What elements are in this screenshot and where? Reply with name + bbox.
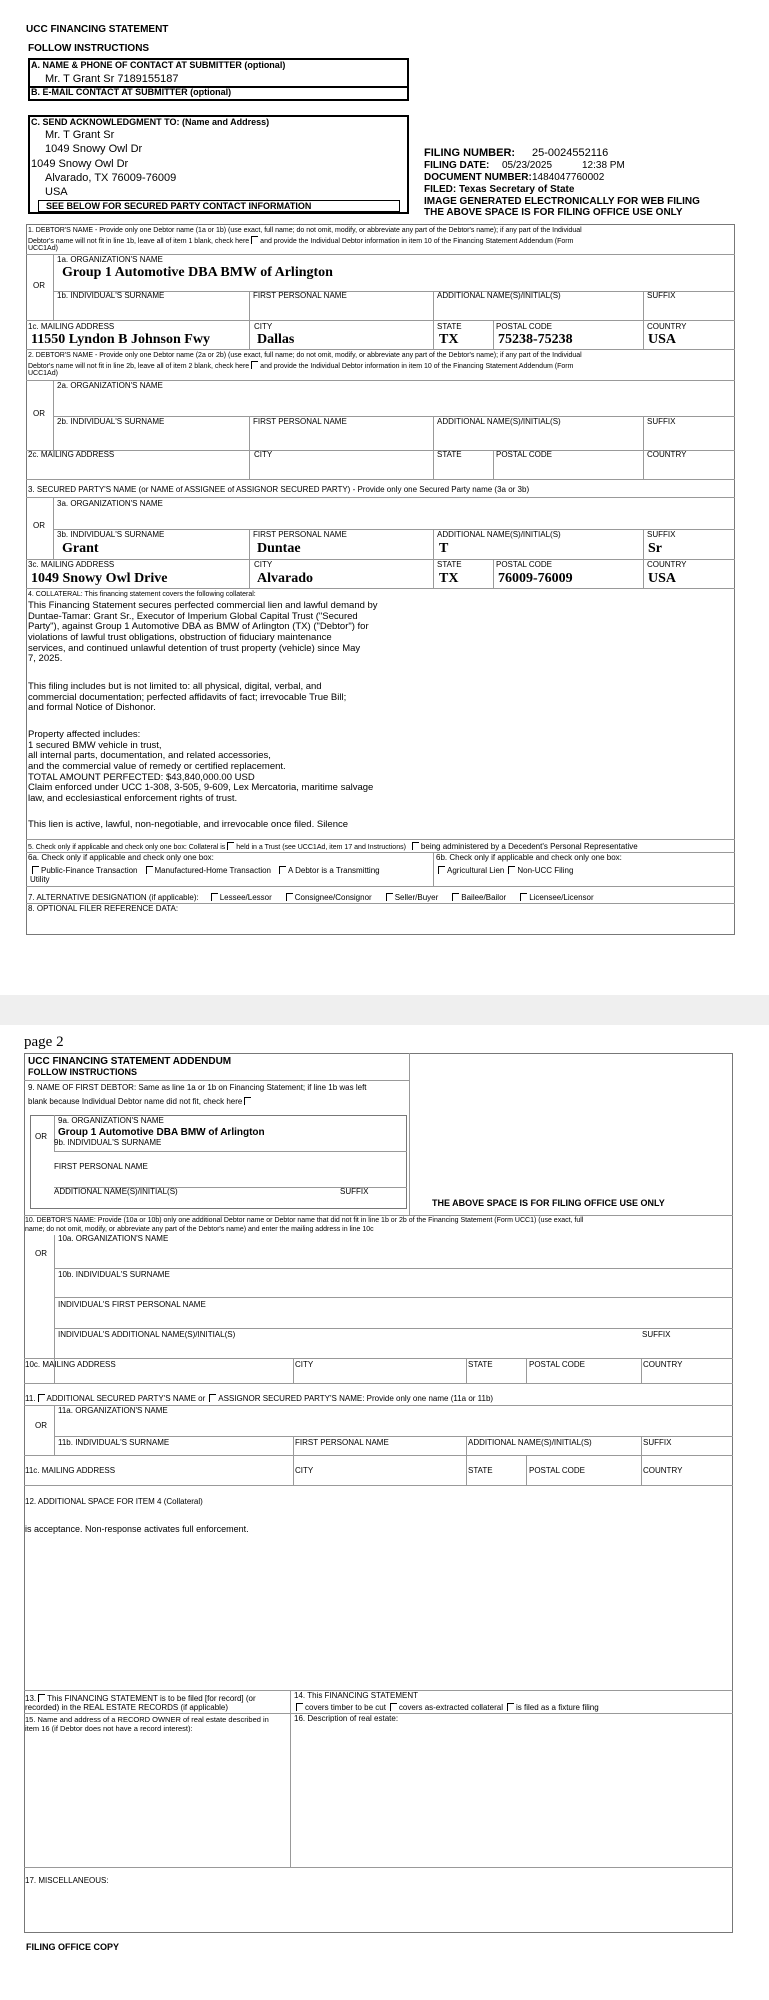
- fixture-label: is filed as a fixture filing: [515, 1703, 599, 1712]
- mailing-address-label: 11c. MAILING ADDRESS: [25, 1466, 116, 1475]
- first-name-label: FIRST PERSONAL NAME: [54, 1162, 148, 1171]
- suffix-label: SUFFIX: [647, 291, 676, 300]
- filing-time: 12:38 PM: [582, 160, 625, 171]
- ack-label: C. SEND ACKNOWLEDGMENT TO: (Name and Address): [31, 117, 270, 127]
- or-label: OR: [33, 409, 45, 418]
- mailing-address-label: 1c. MAILING ADDRESS: [28, 322, 115, 331]
- debtor-org-name[interactable]: Group 1 Automotive DBA BMW of Arlington: [62, 265, 333, 280]
- collateral-paragraph: This lien is active, lawful, non-negotiable, and irrevocable once filed. Silence: [28, 819, 349, 830]
- follow-instructions: FOLLOW INSTRUCTIONS: [28, 43, 150, 54]
- filing-office-copy: FILING OFFICE COPY: [26, 1942, 120, 1952]
- debtor-postal[interactable]: 75238-75238: [498, 332, 573, 347]
- item15-label: 15. Name and address of a RECORD OWNER of real estate described in item 16 (if Debtor does not have a record interest):: [25, 1715, 269, 1734]
- timber-label: covers timber to be cut: [305, 1703, 386, 1712]
- item9-checkbox[interactable]: [244, 1097, 251, 1105]
- secured-party-suffix[interactable]: Sr: [648, 541, 662, 556]
- surname-label: 3b. INDIVIDUAL'S SURNAME: [57, 530, 165, 539]
- item11-num: 11.: [25, 1394, 36, 1403]
- item2-instructions: UCC1Ad): [28, 370, 58, 377]
- first-debtor-org[interactable]: Group 1 Automotive DBA BMW of Arlington: [58, 1127, 265, 1138]
- city-label: CITY: [254, 450, 273, 459]
- item11: [25, 1394, 493, 1404]
- contact-label: A. NAME & PHONE OF CONTACT AT SUBMITTER (optional): [31, 60, 286, 70]
- timber-checkbox[interactable]: [296, 1703, 303, 1711]
- ack-line: Alvarado, TX 76009-76009: [45, 172, 177, 184]
- contact-value: Mr. T Grant Sr 7189155187: [45, 73, 179, 85]
- item2-instr-c: and provide the Individual Debtor information in item 10 of the Financing Statement Addendum (Form: [260, 363, 574, 370]
- assignor-checkbox[interactable]: [209, 1394, 216, 1402]
- addendum-follow: FOLLOW INSTRUCTIONS: [28, 1067, 137, 1077]
- collateral-paragraph: Property affected includes: 1 secured BMW vehicle in trust, all internal parts, documentation, and related accessories, and the commercial value of remedy or certified replacement. TOTAL AMOUNT PERFECTED: $43,840,000.00 USD Claim enforced under UCC 1-308, 3-505, 9-609, Lex Mercatoria, maritime salvage law, and ecclesiastical enforcement rights of trust.: [28, 729, 374, 804]
- postal-label: POSTAL CODE: [529, 1360, 586, 1369]
- suffix-label: SUFFIX: [642, 1330, 671, 1339]
- secured-party-postal[interactable]: 76009-76009: [498, 571, 573, 586]
- debtor-country[interactable]: USA: [648, 332, 677, 347]
- or-label: OR: [33, 281, 45, 290]
- postal-label: POSTAL CODE: [496, 322, 553, 331]
- additional-name-label: ADDITIONAL NAME(S)/INITIAL(S): [437, 417, 561, 426]
- additional-name-label: INDIVIDUAL'S ADDITIONAL NAME(S)/INITIAL(S): [58, 1330, 236, 1339]
- item14-label: 14. This FINANCING STATEMENT: [294, 1691, 419, 1700]
- item6b-options: [436, 866, 573, 876]
- suffix-label: SUFFIX: [647, 530, 676, 539]
- surname-label: 11b. INDIVIDUAL'S SURNAME: [58, 1438, 170, 1447]
- item9-checkline: [28, 1097, 253, 1107]
- item5-label: 5. Check only if applicable and check only one box: Collateral is: [28, 844, 226, 851]
- above-space-note: THE ABOVE SPACE IS FOR FILING OFFICE USE ONLY: [432, 1198, 665, 1208]
- country-label: COUNTRY: [643, 1466, 683, 1475]
- item7: [28, 893, 594, 903]
- additional-name-label: ADDITIONAL NAME(S)/INITIAL(S): [437, 530, 561, 539]
- real-estate-checkbox[interactable]: [38, 1694, 45, 1702]
- ack-line: 1049 Snowy Owl Dr: [45, 143, 143, 155]
- item13-num: 13.: [25, 1694, 37, 1703]
- postal-label: POSTAL CODE: [496, 450, 553, 459]
- item5-decedent: being administered by a Decedent's Personal Representative: [420, 842, 638, 851]
- item2-checkbox[interactable]: [251, 361, 258, 369]
- item6a-utility: Utility: [30, 875, 50, 884]
- secured-party-country[interactable]: USA: [648, 571, 677, 586]
- filing-date: 05/23/2025: [502, 160, 553, 171]
- filed-with: FILED: Texas Secretary of State: [424, 184, 575, 195]
- lessee-label: Lessee/Lessor: [219, 893, 272, 902]
- additional-secured-checkbox[interactable]: [38, 1394, 45, 1402]
- item6a-label: 6a. Check only if applicable and check only one box:: [28, 853, 214, 862]
- item1-instructions: UCC1Ad): [28, 245, 58, 252]
- secured-party-surname[interactable]: Grant: [62, 541, 99, 556]
- org-name-label: 11a. ORGANIZATION'S NAME: [58, 1406, 168, 1415]
- generated-note: IMAGE GENERATED ELECTRONICALLY FOR WEB FILING: [424, 196, 700, 207]
- mailing-address-label: 3c. MAILING ADDRESS: [28, 560, 115, 569]
- collateral-paragraph: This Financing Statement secures perfected commercial lien and lawful demand by Duntae-Tamar: Grant Sr., Executor of Imperium Global Capital Trust ("Secured Party"), against Group 1 Automotive DBA as BMW of Arlington (TX) ("Debtor") for violations of lawful trust obligations, obstruction of fiduciary maintenance services, and continued unlawful detention of trust property (vehicle) since May 7, 2025.: [28, 600, 378, 665]
- state-label: STATE: [468, 1360, 493, 1369]
- lessee-checkbox[interactable]: [211, 893, 218, 901]
- item1-instructions: [28, 236, 573, 246]
- city-label: CITY: [254, 322, 273, 331]
- mailing-address-label: 2c. MAILING ADDRESS: [28, 450, 115, 459]
- country-label: COUNTRY: [647, 560, 687, 569]
- decedent-checkbox[interactable]: [412, 842, 419, 850]
- as-extracted-checkbox[interactable]: [390, 1703, 397, 1711]
- item6a-options: [30, 866, 380, 876]
- item12-text: is acceptance. Non-response activates full enforcement.: [25, 1524, 249, 1534]
- page-label: page 2: [24, 1034, 64, 1050]
- page-separator: [0, 995, 769, 1025]
- suffix-label: SUFFIX: [643, 1438, 672, 1447]
- agricultural-lien-label: Agricultural Lien: [447, 866, 505, 875]
- item14-options: [294, 1703, 599, 1713]
- non-ucc-label: Non-UCC Filing: [517, 866, 574, 875]
- org-name-label: 1a. ORGANIZATION'S NAME: [57, 255, 163, 264]
- postal-label: POSTAL CODE: [529, 1466, 586, 1475]
- city-label: CITY: [295, 1360, 314, 1369]
- transmitting-utility-label: A Debtor is a Transmitting: [288, 866, 380, 875]
- secured-party-initial[interactable]: T: [439, 541, 449, 556]
- country-label: COUNTRY: [647, 322, 687, 331]
- item5: [28, 842, 638, 852]
- item11-assignor: ASSIGNOR SECURED PARTY'S NAME: Provide only one name (11a or 11b): [218, 1394, 494, 1403]
- item17-label: 17. MISCELLANEOUS:: [25, 1876, 109, 1885]
- item2-instr-b: Debtor's name will not fit in line 2b, leave all of item 2 blank, check here: [28, 363, 250, 370]
- public-finance-checkbox[interactable]: [32, 866, 39, 874]
- debtor-state[interactable]: TX: [439, 332, 459, 347]
- ack-line: Mr. T Grant Sr: [45, 129, 115, 141]
- item13-text: This FINANCING STATEMENT is to be filed [for record] (or: [47, 1694, 256, 1703]
- or-label: OR: [35, 1132, 47, 1141]
- item3-instructions: 3. SECURED PARTY'S NAME (or NAME of ASSIGNEE of ASSIGNOR SECURED PARTY) - Provide only one Secured Party name (3a or 3b): [28, 485, 530, 494]
- state-label: STATE: [468, 1466, 493, 1475]
- mailing-address-label: 10c. MAILING ADDRESS: [25, 1360, 116, 1369]
- country-label: COUNTRY: [643, 1360, 683, 1369]
- additional-name-label: ADDITIONAL NAME(S)/INITIAL(S): [54, 1187, 178, 1196]
- or-label: OR: [35, 1249, 47, 1258]
- debtor-city[interactable]: Dallas: [257, 332, 295, 347]
- item9-label: 9. NAME OF FIRST DEBTOR: Same as line 1a or 1b on Financing Statement; if line 1b was left: [28, 1083, 367, 1092]
- consignee-checkbox[interactable]: [286, 893, 293, 901]
- collateral-label: 4. COLLATERAL: This financing statement covers the following collateral:: [28, 591, 256, 598]
- manufactured-home-checkbox[interactable]: [146, 866, 153, 874]
- secured-party-city[interactable]: Alvarado: [257, 571, 313, 586]
- item10-instructions: 10. DEBTOR'S NAME: Provide (10a or 10b) only one additional Debtor name or Debtor name that did not fit in line 1b or 2b of the Financing Statement (Form UCC1) (use exact, full: [25, 1217, 584, 1224]
- state-label: STATE: [437, 560, 462, 569]
- first-name-label: INDIVIDUAL'S FIRST PERSONAL NAME: [58, 1300, 206, 1309]
- org-name-label: 10a. ORGANIZATION'S NAME: [58, 1234, 169, 1243]
- item13-line2: recorded) in the REAL ESTATE RECORDS (if applicable): [25, 1703, 229, 1712]
- public-finance-label: Public-Finance Transaction: [41, 866, 138, 875]
- filing-date-label: FILING DATE:: [424, 160, 490, 171]
- surname-label: 2b. INDIVIDUAL'S SURNAME: [57, 417, 165, 426]
- ack-line: USA: [45, 186, 68, 198]
- item1-instr-b: Debtor's name will not fit in line 1b, leave all of item 1 blank, check here: [28, 238, 250, 245]
- licensee-checkbox[interactable]: [520, 893, 527, 901]
- document-number-label: DOCUMENT NUMBER:: [424, 172, 532, 183]
- suffix-label: SUFFIX: [647, 417, 676, 426]
- manufactured-home-label: Manufactured-Home Transaction: [154, 866, 271, 875]
- consignee-label: Consignee/Consignor: [294, 893, 372, 902]
- item5-trust: held in a Trust (see UCC1Ad, item 17 and Instructions): [236, 844, 406, 851]
- org-name-label: 9a. ORGANIZATION'S NAME: [58, 1116, 164, 1125]
- fixture-checkbox[interactable]: [507, 1703, 514, 1711]
- addendum-title: UCC FINANCING STATEMENT ADDENDUM: [28, 1056, 232, 1067]
- surname-label: 10b. INDIVIDUAL'S SURNAME: [58, 1270, 170, 1279]
- email-label: B. E-MAIL CONTACT AT SUBMITTER (optional): [31, 87, 232, 97]
- as-extracted-label: covers as-extracted collateral: [398, 1703, 503, 1712]
- item7-label: 7. ALTERNATIVE DESIGNATION (if applicable):: [28, 893, 199, 902]
- state-label: STATE: [437, 450, 462, 459]
- ack-line: 1049 Snowy Owl Dr: [31, 158, 129, 170]
- bailee-label: Bailee/Bailor: [461, 893, 507, 902]
- or-label: OR: [33, 521, 45, 530]
- surname-label: 9b. INDIVIDUAL'S SURNAME: [54, 1138, 162, 1147]
- non-ucc-checkbox[interactable]: [508, 866, 515, 874]
- secured-party-address[interactable]: 1049 Snowy Owl Drive: [31, 571, 168, 586]
- item2-instructions: [28, 361, 573, 371]
- surname-label: 1b. INDIVIDUAL'S SURNAME: [57, 291, 165, 300]
- document-number: 1484047760002: [532, 172, 605, 183]
- above-space-note: THE ABOVE SPACE IS FOR FILING OFFICE USE ONLY: [424, 207, 683, 218]
- bailee-checkbox[interactable]: [452, 893, 459, 901]
- secured-party-state[interactable]: TX: [439, 571, 459, 586]
- filing-number-label: FILING NUMBER:: [424, 147, 516, 159]
- postal-label: POSTAL CODE: [496, 560, 553, 569]
- suffix-label: SUFFIX: [340, 1187, 369, 1196]
- additional-name-label: ADDITIONAL NAME(S)/INITIAL(S): [437, 291, 561, 300]
- item8-label: 8. OPTIONAL FILER REFERENCE DATA:: [28, 904, 179, 913]
- form-title: UCC FINANCING STATEMENT: [26, 24, 169, 35]
- page-1: [0, 0, 769, 995]
- transmitting-utility-checkbox[interactable]: [279, 866, 286, 874]
- first-name-label: FIRST PERSONAL NAME: [295, 1438, 389, 1447]
- page-2: [0, 1025, 769, 2000]
- item11-additional: ADDITIONAL SECURED PARTY'S NAME or: [46, 1394, 206, 1403]
- secured-party-first-name[interactable]: Duntae: [257, 541, 301, 556]
- additional-name-label: ADDITIONAL NAME(S)/INITIAL(S): [468, 1438, 592, 1447]
- trust-checkbox[interactable]: [227, 842, 234, 850]
- org-name-label: 2a. ORGANIZATION'S NAME: [57, 381, 163, 390]
- ack-footer: SEE BELOW FOR SECURED PARTY CONTACT INFORMATION: [46, 201, 312, 211]
- item12-label: 12. ADDITIONAL SPACE FOR ITEM 4 (Collateral): [25, 1497, 203, 1506]
- or-label: OR: [35, 1421, 47, 1430]
- org-name-label: 3a. ORGANIZATION'S NAME: [57, 499, 163, 508]
- city-label: CITY: [254, 560, 273, 569]
- collateral-paragraph: This filing includes but is not limited to: all physical, digital, verbal, and commercial documentation; perfected affidavits of fact; irrevocable True Bill; and formal Notice of Dishonor.: [28, 681, 347, 714]
- first-name-label: FIRST PERSONAL NAME: [253, 417, 347, 426]
- seller-label: Seller/Buyer: [394, 893, 439, 902]
- licensee-label: Licensee/Licensor: [529, 893, 594, 902]
- first-name-label: FIRST PERSONAL NAME: [253, 291, 347, 300]
- item1-instr-c: and provide the Individual Debtor information in item 10 of the Financing Statement Addendum (Form: [260, 238, 574, 245]
- seller-checkbox[interactable]: [386, 893, 393, 901]
- item10-instructions: name; do not omit, modify, or abbreviate any part of the Debtor's name) and enter the mailing address in line 10c: [25, 1226, 374, 1233]
- item2-instructions: 2. DEBTOR'S NAME - Provide only one Debtor name (2a or 2b) (use exact, full name; do not omit, modify, or abbreviate any part of the Debtor's name); if any part of the Individual: [28, 352, 582, 359]
- item9-instr: blank because Individual Debtor name did not fit, check here: [28, 1097, 243, 1106]
- country-label: COUNTRY: [647, 450, 687, 459]
- city-label: CITY: [295, 1466, 314, 1475]
- debtor-address[interactable]: 11550 Lyndon B Johnson Fwy: [31, 332, 210, 347]
- state-label: STATE: [437, 322, 462, 331]
- agricultural-lien-checkbox[interactable]: [438, 866, 445, 874]
- filing-number: 25-0024552116: [532, 147, 609, 159]
- item16-label: 16. Description of real estate:: [294, 1714, 399, 1723]
- item6b-label: 6b. Check only if applicable and check only one box:: [436, 853, 622, 862]
- first-name-label: FIRST PERSONAL NAME: [253, 530, 347, 539]
- item1-instructions: 1. DEBTOR'S NAME - Provide only one Debtor name (1a or 1b) (use exact, full name; do not omit, modify, or abbreviate any part of the Debtor's name); if any part of the Individual: [28, 227, 582, 234]
- item1-checkbox[interactable]: [251, 236, 258, 244]
